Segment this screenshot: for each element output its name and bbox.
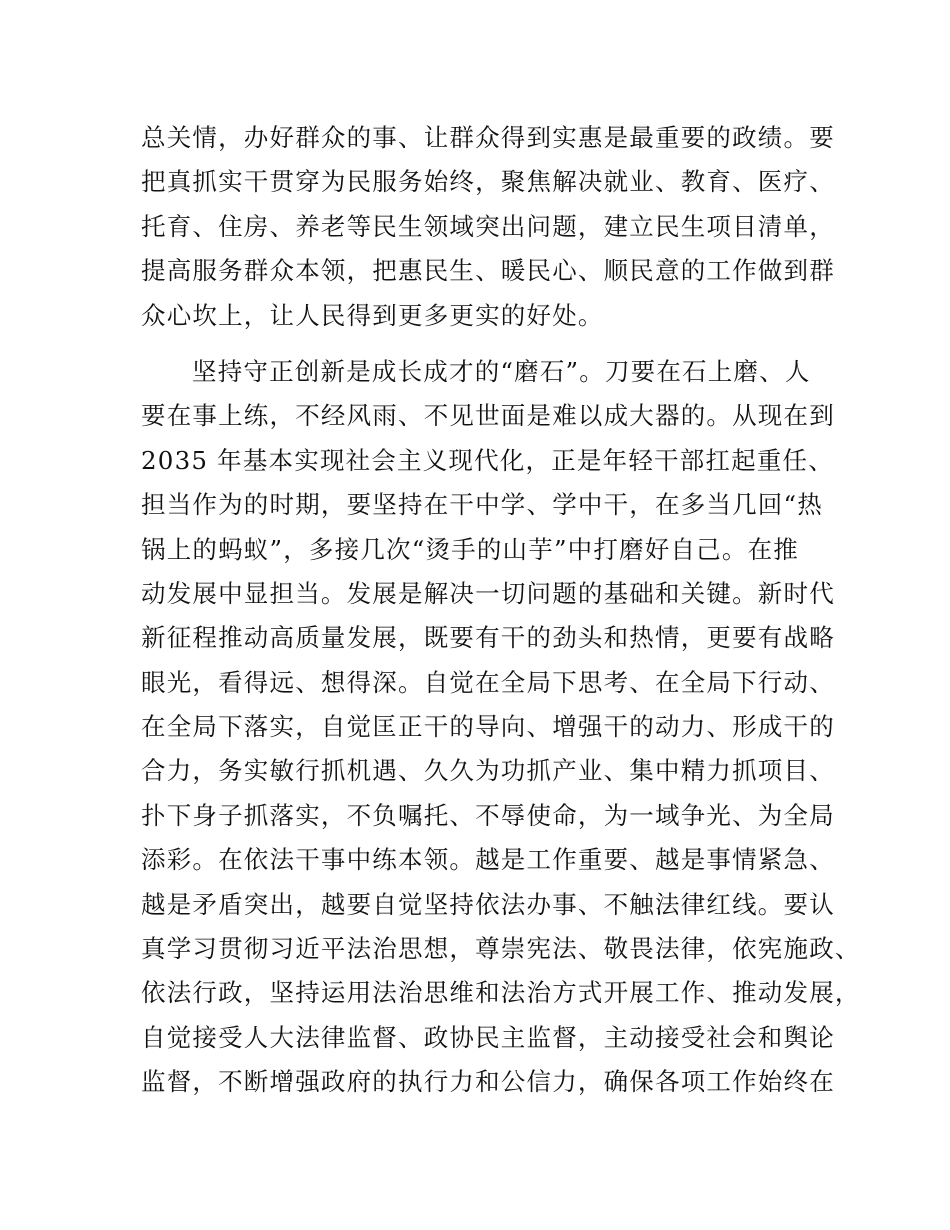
text-line: 在全局下落实，自觉匡正干的导向、增强干的动力、形成干的: [141, 712, 835, 742]
text-line: 锅上的蚂蚁”，多接几次“烫手的山芋”中打磨好自己。在推: [141, 534, 799, 564]
text-line: 真学习贯彻习近平法治思想，尊崇宪法、敬畏法律，依宪施政、: [141, 934, 861, 964]
text-line: 担当作为的时期，要坚持在干中学、学中干，在多当几回“热: [141, 490, 823, 520]
text-line: 总关情，办好群众的事、让群众得到实惠是最重要的政绩。要: [141, 123, 835, 152]
text-line: 合力，务实敏行抓机遇、久久为功抓产业、集中精力抓项目、: [141, 756, 835, 786]
text-line: 动发展中显担当。发展是解决一切问题的基础和关键。新时代: [141, 578, 835, 608]
paragraph-2: [141, 350, 861, 1105]
text-line: 托育、住房、养老等民生领域突出问题，建立民生项目清单，: [141, 211, 835, 241]
text-line: 自觉接受人大法律监督、政协民主监督，主动接受社会和舆论: [141, 1022, 835, 1052]
document-body: [141, 116, 861, 1105]
text-line: 依法行政，坚持运用法治思维和法治方式开展工作、推动发展，: [141, 978, 861, 1008]
text-line: 新征程推动高质量发展，既要有干的劲头和热情，更要有战略: [141, 623, 835, 653]
text-line-first-indented: 坚持守正创新是成长成才的“磨石”。刀要在石上磨、人: [192, 356, 811, 386]
text-line: 2035 年基本实现社会主义现代化，正是年轻干部扛起重任、: [141, 445, 834, 475]
text-line: 眼光，看得远、想得深。自觉在全局下思考、在全局下行动、: [141, 667, 835, 697]
text-line: 监督，不断增强政府的执行力和公信力，确保各项工作始终在: [141, 1067, 835, 1097]
text-line: 扑下身子抓落实，不负嘱托、不辱使命，为一域争光、为全局: [141, 800, 835, 830]
paragraph-spacer: [141, 338, 826, 350]
text-line: 提高服务群众本领，把惠民生、暖民心、顺民意的工作做到群: [141, 256, 835, 286]
text-line: 要在事上练，不经风雨、不见世面是难以成大器的。从现在到: [141, 401, 835, 431]
text-line: 众心坎上，让人民得到更多更实的好处。: [141, 300, 604, 330]
text-line: 添彩。在依法干事中练本领。越是工作重要、越是事情紧急、: [141, 845, 835, 875]
text-line: 把真抓实干贯穿为民服务始终，聚焦解决就业、教育、医疗、: [141, 167, 835, 197]
text-line: 越是矛盾突出，越要自觉坚持依法办事、不触法律红线。要认: [141, 889, 835, 919]
paragraph-1: [141, 116, 835, 338]
